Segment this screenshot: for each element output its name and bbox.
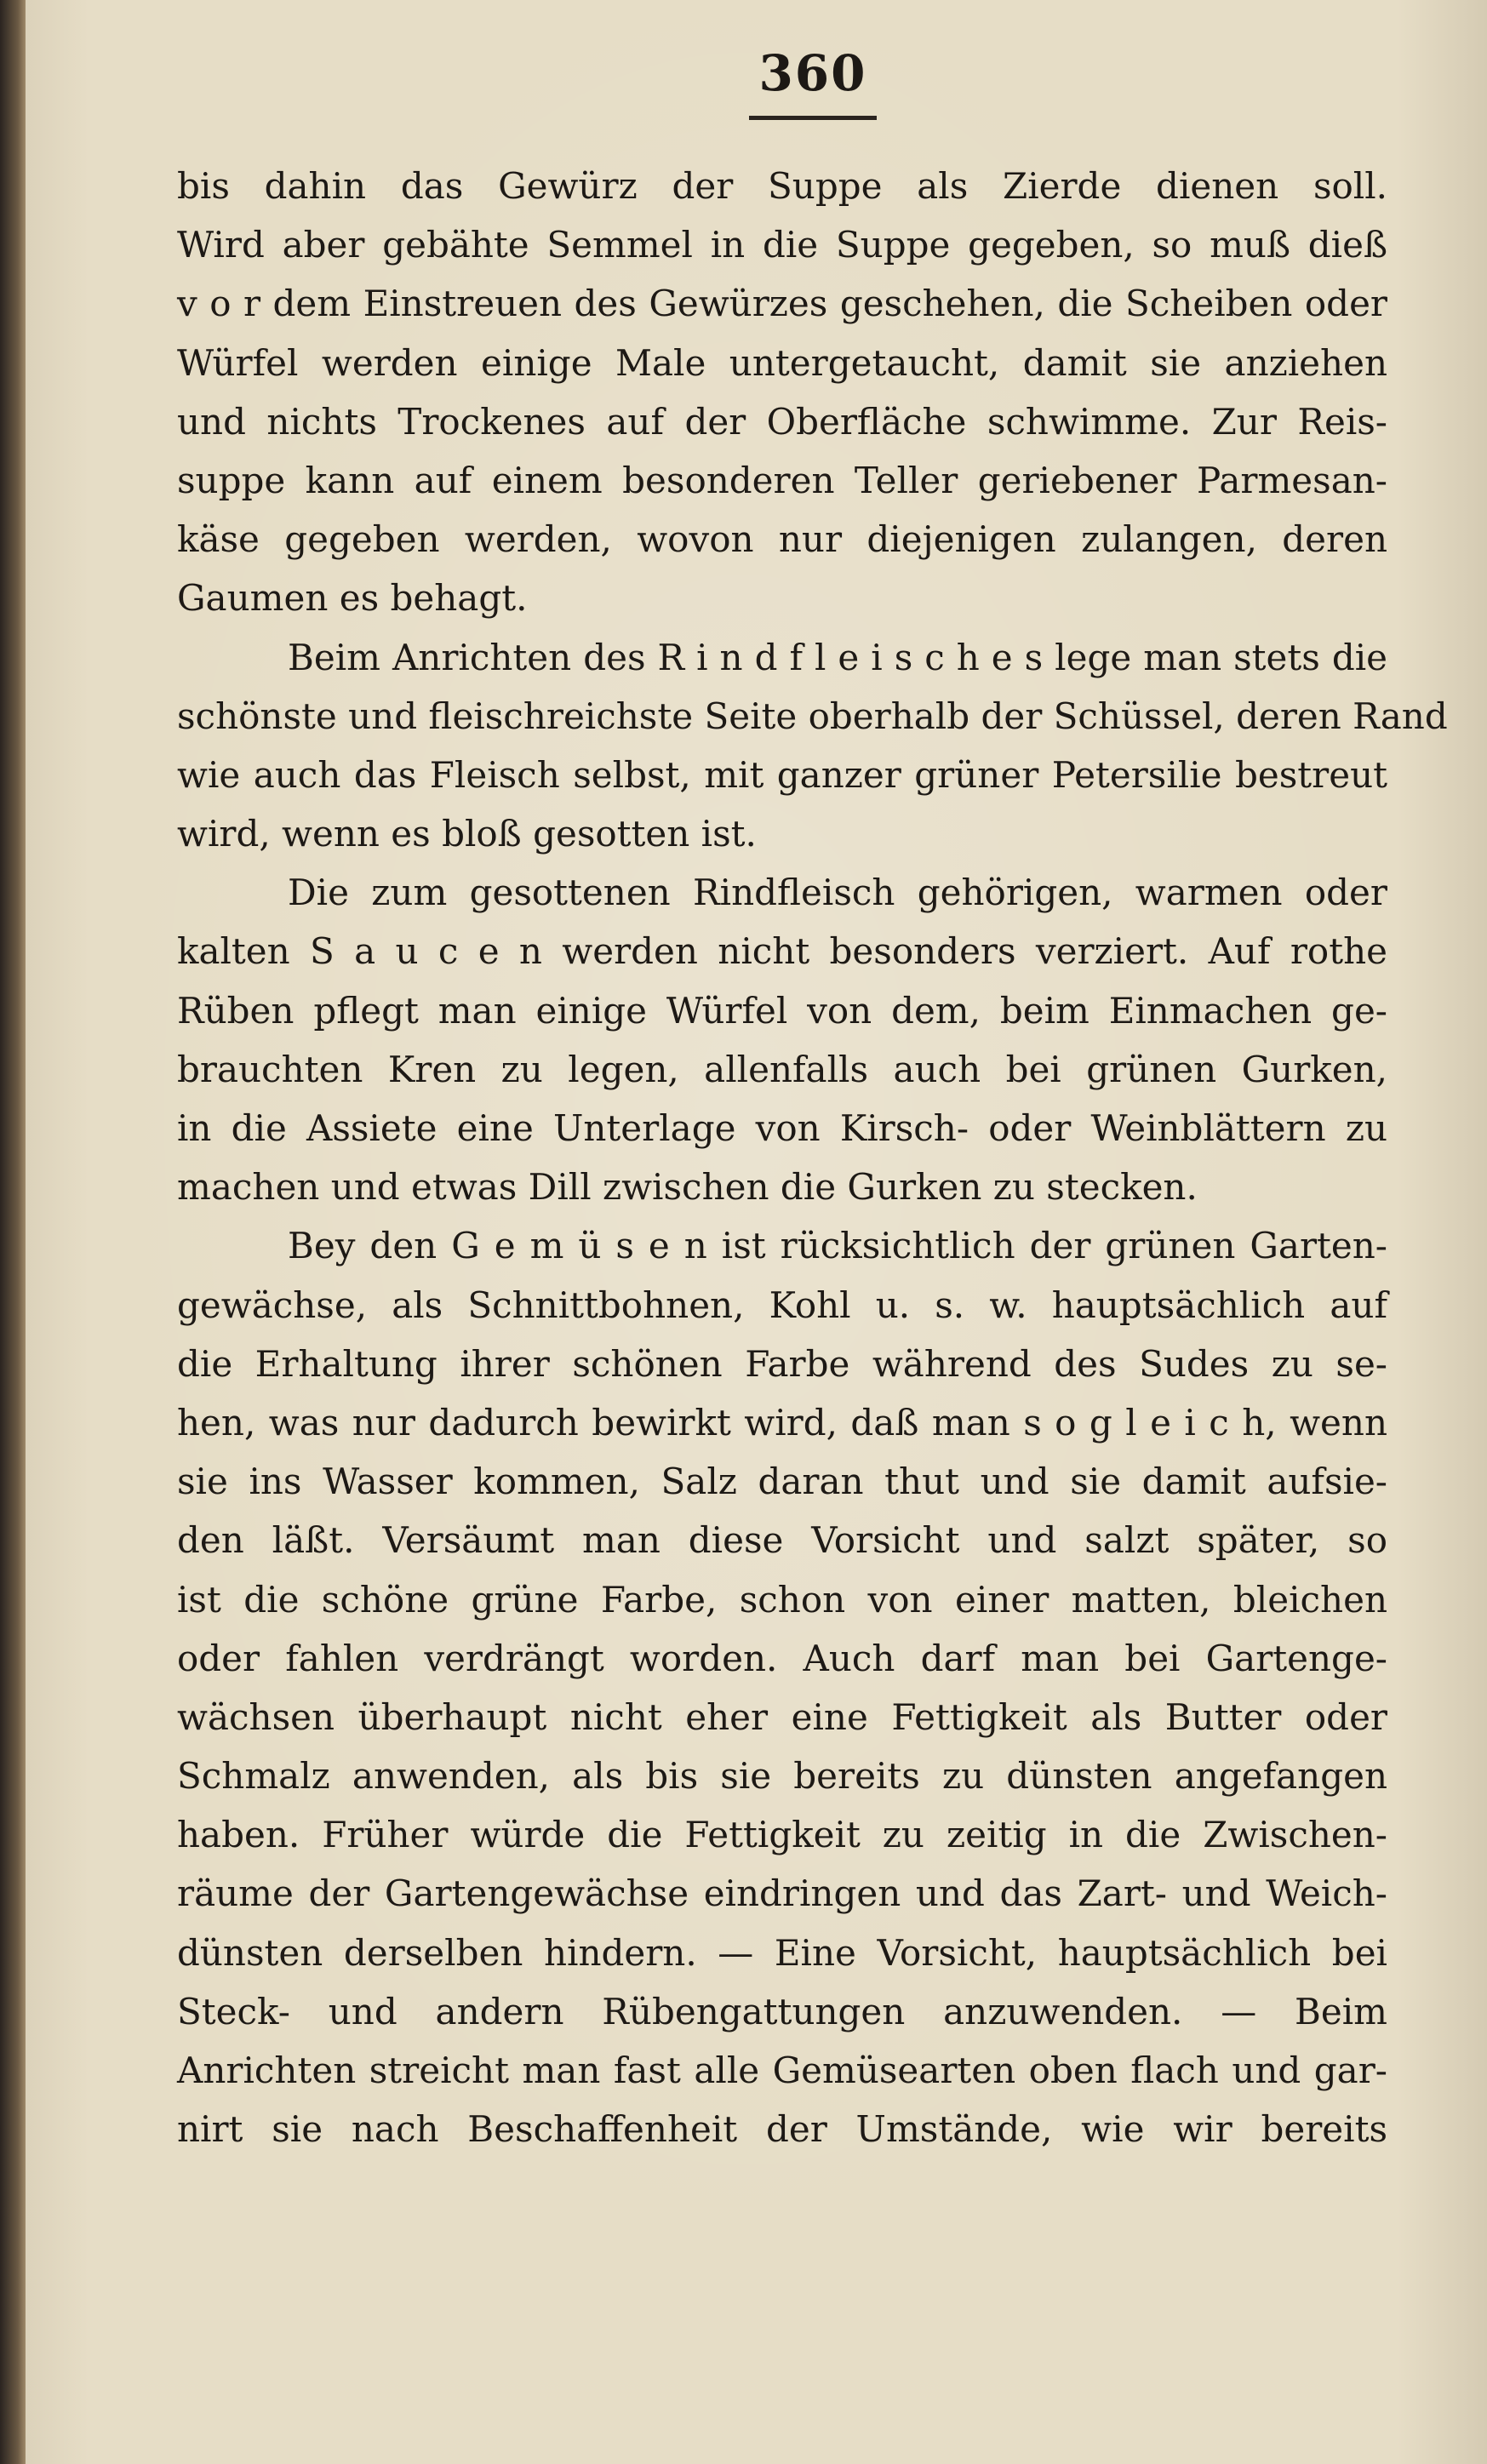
text-line: wächsen überhaupt nicht eher eine Fettigkeit als Butter oder [177,1695,1387,1738]
text-line: kalten S a u c e n werden nicht besonders verziert. Auf rothe [177,930,1387,973]
header-rule [749,116,877,120]
text-line: Gaumen es behagt. [177,577,528,620]
page-binding-edge [0,0,26,2464]
text-line: bis dahin das Gewürz der Suppe als Zierde dienen soll. [177,165,1387,207]
text-line: Anrichten streicht man fast alle Gemüsearten oben flach und gar- [177,2050,1387,2091]
text-line: Bey den G e m ü s e n ist rücksichtlich der grünen Garten- [288,1225,1387,1267]
text-line: schönste und fleischreichste Seite oberhalb der Schüssel, deren Rand [177,695,1448,737]
text-line: sie ins Wasser kommen, Salz daran thut und sie damit aufsie- [177,1461,1387,1503]
text-line: ist die schöne grüne Farbe, schon von einer matten, bleichen [177,1578,1387,1621]
text-line: Die zum gesottenen Rindfleisch gehörigen, warmen oder [288,872,1387,914]
text-line: brauchten Kren zu legen, allenfalls auch bei grünen Gurken, [177,1048,1387,1090]
text-line: räume der Gartengewächse eindringen und das Zart- und Weich- [177,1872,1387,1915]
body-text [177,157,1448,2158]
text-line: wie auch das Fleisch selbst, mit ganzer grüner Petersilie bestreut [177,753,1387,796]
text-line: käse gegeben werden, wovon nur diejenigen zulangen, deren [177,518,1387,561]
text-line: wird, wenn es bloß gesotten ist. [177,813,757,855]
text-line: die Erhaltung ihrer schönen Farbe während des Sudes zu se- [177,1342,1387,1385]
text-line: machen und etwas Dill zwischen die Gurken zu stecken. [177,1166,1198,1209]
page-number: 360 [758,44,867,102]
text-line: Wird aber gebähte Semmel in die Suppe gegeben, so muß dieß [177,224,1387,266]
text-line: Steck- und andern Rübengattungen anzuwenden. — Beim [177,1990,1387,2032]
text-line: und nichts Trockenes auf der Oberfläche schwimme. Zur Reis- [177,400,1387,443]
text-line: Beim Anrichten des R i n d f l e i s c h e s lege man stets die [288,636,1387,678]
text-line: suppe kann auf einem besonderen Teller geriebener Parmesan- [177,459,1387,501]
text-line: haben. Früher würde die Fettigkeit zu zeitig in die Zwischen- [177,1814,1387,1856]
text-line: gewächse, als Schnittbohnen, Kohl u. s. w. hauptsächlich auf [177,1283,1387,1326]
text-line: Würfel werden einige Male untergetaucht, damit sie anziehen [177,341,1387,384]
text-line: Schmalz anwenden, als bis sie bereits zu dünsten angefangen [177,1755,1387,1798]
text-line: v o r dem Einstreuen des Gewürzes geschehen, die Scheiben oder [177,283,1387,325]
text-line: den läßt. Versäumt man diese Vorsicht und salzt später, so [177,1519,1387,1562]
text-line: dünsten derselben hindern. — Eine Vorsicht, hauptsächlich bei [177,1931,1387,1974]
text-line: in die Assiete eine Unterlage von Kirsch- oder Weinblättern zu [177,1107,1387,1149]
text-line: oder fahlen verdrängt worden. Auch darf man bei Gartenge- [177,1637,1387,1679]
text-line: hen, was nur dadurch bewirkt wird, daß man s o g l e i c h, wenn [177,1401,1387,1444]
text-line: nirt sie nach Beschaffenheit der Umstände, wie wir bereits [177,2108,1387,2151]
text-line: Rüben pflegt man einige Würfel von dem, beim Einmachen ge- [177,989,1387,1032]
